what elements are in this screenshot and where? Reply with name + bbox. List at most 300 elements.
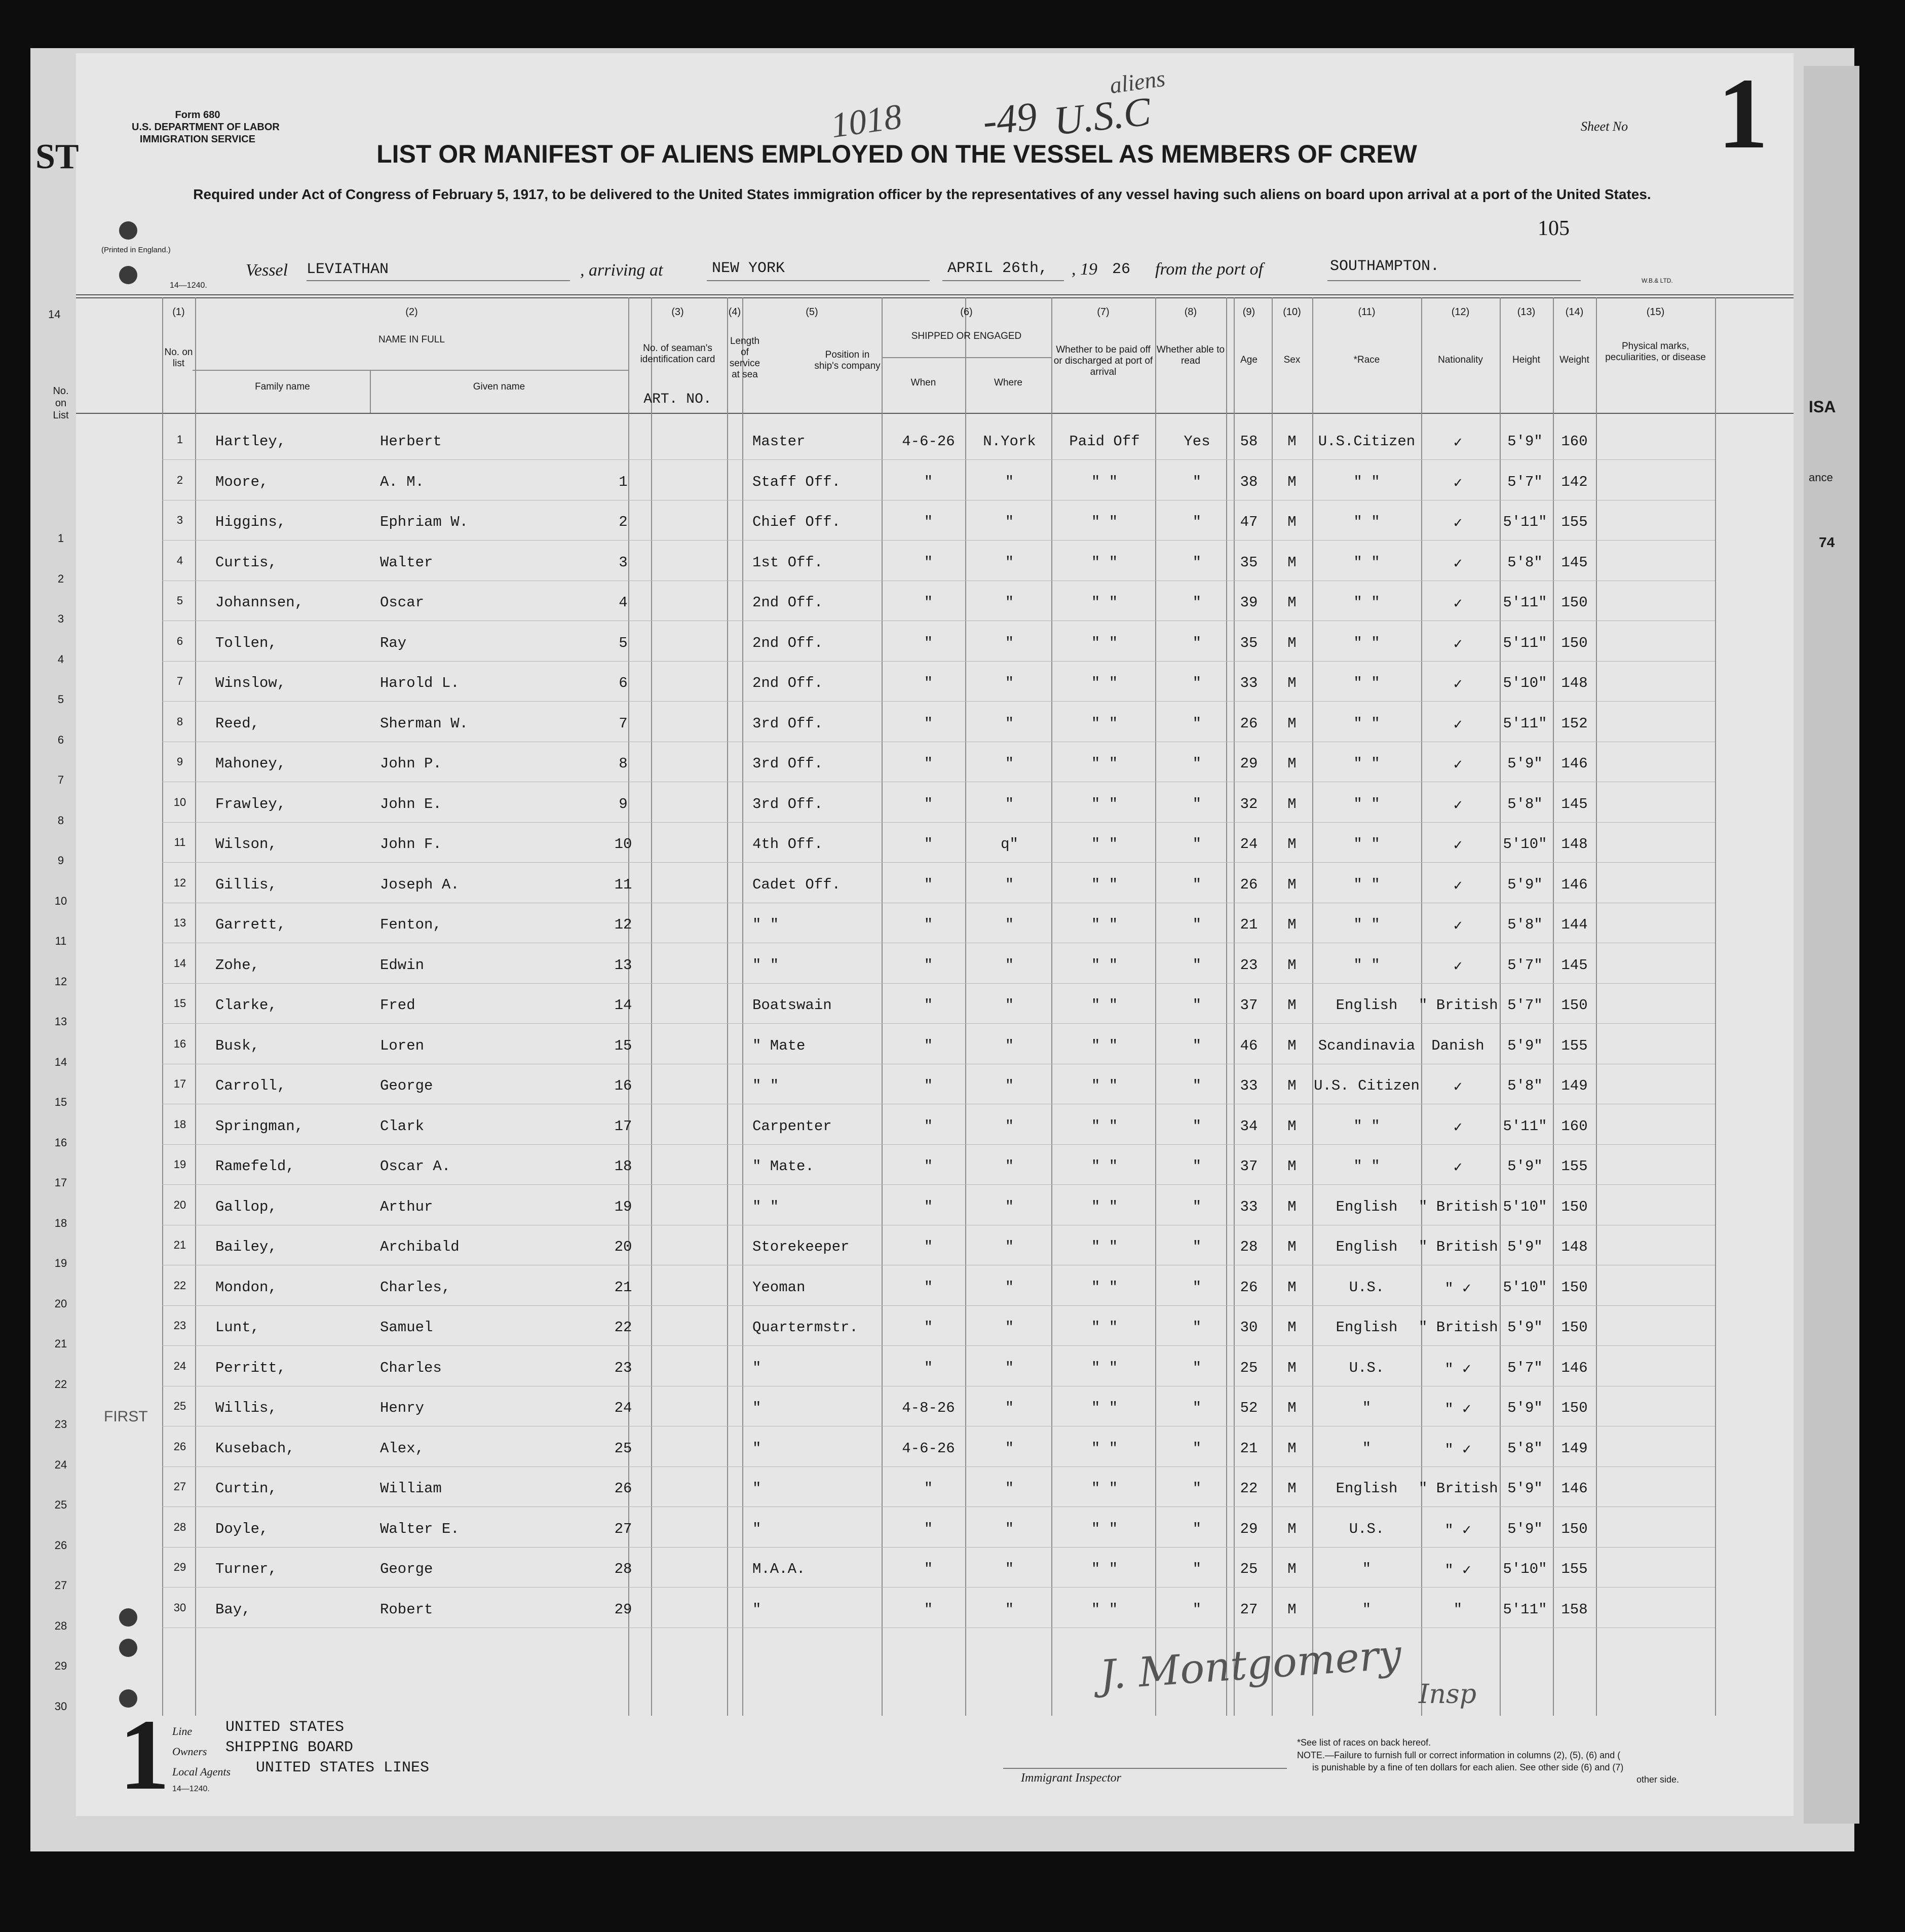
row-art: 17 xyxy=(614,1117,632,1135)
row-weight: 150 xyxy=(1561,1319,1588,1336)
note-fine-3: other side. xyxy=(1636,1774,1680,1785)
row-weight: 152 xyxy=(1561,715,1588,732)
column-header: SHIPPED OR ENGAGED xyxy=(911,331,1022,341)
row-read: " xyxy=(1192,634,1202,651)
row-family: Carroll, xyxy=(215,1077,286,1094)
row-height: 5'10" xyxy=(1503,1198,1547,1215)
row-race: English xyxy=(1336,1319,1398,1336)
row-weight: 150 xyxy=(1561,997,1588,1014)
row-where: " xyxy=(1005,1117,1014,1135)
owners-value: SHIPPING BOARD xyxy=(225,1739,354,1756)
row-paid: " " xyxy=(1091,1400,1118,1416)
row-where: " xyxy=(1005,1400,1014,1416)
row-sex: M xyxy=(1287,1239,1297,1255)
row-race: " " xyxy=(1353,956,1380,974)
column-header: (3) xyxy=(671,306,684,318)
row-sex: M xyxy=(1287,836,1297,853)
row-sex: M xyxy=(1287,1077,1297,1094)
row-sex: M xyxy=(1287,876,1297,893)
row-where: " xyxy=(1005,1601,1014,1618)
row-family: Willis, xyxy=(215,1400,277,1416)
row-read: " xyxy=(1192,1198,1202,1215)
row-no: 17 xyxy=(173,1077,186,1090)
handwritten-usc-count: -49 xyxy=(980,94,1039,144)
manifest-subtitle: Required under Act of Congress of February 5, 1917, to be delivered to the United States immigration officer by the representatives of any vessel having such aliens on board upon arrival at a port of the United States. xyxy=(193,186,1651,202)
row-sex: M xyxy=(1287,1198,1297,1215)
row-sex: M xyxy=(1287,514,1297,530)
column-rule xyxy=(162,297,163,1716)
row-sex: M xyxy=(1287,1117,1297,1135)
row-family: Johannsen, xyxy=(215,594,304,611)
row-height: 5'11" xyxy=(1503,514,1547,530)
row-where: " xyxy=(1005,715,1014,732)
row-weight: 160 xyxy=(1561,433,1588,450)
form-code: 14—1240. xyxy=(170,281,207,290)
row-weight: 155 xyxy=(1561,1158,1588,1175)
footer-code: 14—1240. xyxy=(172,1785,210,1793)
column-header: (9) xyxy=(1242,306,1255,318)
row-race: " " xyxy=(1353,715,1380,732)
row-race: U.S. xyxy=(1349,1359,1385,1376)
row-weight: 150 xyxy=(1561,634,1588,651)
row-race: " " xyxy=(1353,755,1380,772)
row-no: 26 xyxy=(173,1440,186,1453)
row-weight: 145 xyxy=(1561,795,1588,813)
name-subheader-rule xyxy=(193,370,628,371)
row-age: 25 xyxy=(1240,1561,1258,1577)
row-no: 28 xyxy=(173,1520,186,1533)
row-given: Charles, xyxy=(380,1279,451,1296)
row-position: " Mate xyxy=(752,1037,806,1054)
row-family: Zohe, xyxy=(215,956,260,974)
row-paid: " " xyxy=(1091,1158,1118,1175)
row-art: 8 xyxy=(619,755,628,772)
row-family: Mondon, xyxy=(215,1279,277,1296)
row-nat: " ✓ xyxy=(1444,1562,1471,1579)
row-sex: M xyxy=(1287,1279,1297,1296)
row-height: 5'10" xyxy=(1503,1279,1547,1296)
row-no: 30 xyxy=(173,1601,186,1614)
row-age: 58 xyxy=(1240,433,1258,450)
row-family: Higgins, xyxy=(215,514,286,530)
column-header: Length of service at sea xyxy=(729,336,760,380)
row-when: " xyxy=(924,554,933,571)
row-height: 5'9" xyxy=(1507,433,1543,450)
row-paid: " " xyxy=(1091,1239,1118,1255)
row-race: " xyxy=(1362,1440,1371,1457)
row-paid: " " xyxy=(1091,1037,1118,1054)
row-nat: ✓ xyxy=(1453,1079,1463,1096)
row-paid: " " xyxy=(1091,1561,1118,1577)
row-when: " xyxy=(924,675,933,691)
row-race: " " xyxy=(1353,916,1380,933)
agents-value: UNITED STATES LINES xyxy=(256,1759,430,1776)
row-read: " xyxy=(1192,1561,1202,1577)
row-nat: " ✓ xyxy=(1444,1361,1471,1378)
row-nat: " British xyxy=(1419,1239,1498,1255)
row-when: " xyxy=(924,1279,933,1296)
row-given: William xyxy=(380,1480,442,1497)
handwritten-aliens: aliens xyxy=(1108,65,1167,99)
row-race: Scandinavia xyxy=(1318,1037,1416,1054)
column-header: (8) xyxy=(1184,306,1197,318)
agents-label: Local Agents xyxy=(172,1765,231,1778)
row-weight: 149 xyxy=(1561,1077,1588,1094)
row-given: Loren xyxy=(380,1037,425,1054)
row-position: " xyxy=(752,1400,761,1416)
row-height: 5'11" xyxy=(1503,594,1547,611)
row-no: 21 xyxy=(173,1239,186,1251)
row-age: 46 xyxy=(1240,1037,1258,1054)
row-race: " " xyxy=(1353,1117,1380,1135)
row-art: 16 xyxy=(614,1077,632,1094)
row-age: 21 xyxy=(1240,916,1258,933)
form-service: IMMIGRATION SERVICE xyxy=(139,134,256,145)
from-port-label: from the port of xyxy=(1155,260,1264,279)
row-paid: " " xyxy=(1091,836,1118,853)
row-where: " xyxy=(1005,675,1014,691)
row-art: 25 xyxy=(614,1440,632,1457)
punch-hole xyxy=(119,1608,137,1627)
row-given: A. M. xyxy=(380,473,425,490)
arrival-date: APRIL 26th, xyxy=(947,260,1048,277)
row-sex: M xyxy=(1287,1561,1297,1577)
prev-sheet-row-number: 1 xyxy=(57,532,64,545)
row-no: 19 xyxy=(173,1158,186,1171)
row-read: " xyxy=(1192,1077,1202,1094)
row-nat: ✓ xyxy=(1453,515,1463,532)
row-family: Turner, xyxy=(215,1561,277,1577)
year-prefix: , 19 xyxy=(1072,260,1097,279)
row-family: Gallop, xyxy=(215,1198,277,1215)
row-when: 4-6-26 xyxy=(902,433,955,450)
from-port: SOUTHAMPTON. xyxy=(1330,258,1440,275)
row-art: 10 xyxy=(614,836,632,853)
row-where: " xyxy=(1005,1520,1014,1537)
row-rule xyxy=(162,1305,1715,1306)
row-weight: 150 xyxy=(1561,1198,1588,1215)
row-no: 7 xyxy=(176,675,183,687)
row-read: " xyxy=(1192,1520,1202,1537)
row-paid: " " xyxy=(1091,1480,1118,1497)
row-given: Archibald xyxy=(380,1239,460,1255)
row-given: George xyxy=(380,1077,433,1094)
row-race: English xyxy=(1336,997,1398,1014)
prev-sheet-row-number: 19 xyxy=(54,1257,67,1269)
row-family: Curtis, xyxy=(215,554,277,571)
row-where: " xyxy=(1005,956,1014,974)
row-position: " " xyxy=(752,1198,779,1215)
row-where: " xyxy=(1005,1037,1014,1054)
row-sex: M xyxy=(1287,795,1297,813)
row-read: " xyxy=(1192,795,1202,813)
punch-hole xyxy=(119,221,137,240)
row-art: 28 xyxy=(614,1561,632,1577)
row-sex: M xyxy=(1287,997,1297,1014)
row-art: 21 xyxy=(614,1279,632,1296)
row-where: " xyxy=(1005,514,1014,530)
inspector-signature: J. Montgomery xyxy=(1098,1631,1403,1699)
shipped-subheader-rule xyxy=(882,357,1051,358)
row-race: " " xyxy=(1353,876,1380,893)
column-rule xyxy=(1715,297,1716,1716)
row-where: " xyxy=(1005,916,1014,933)
row-given: Fenton, xyxy=(380,916,442,933)
row-height: 5'9" xyxy=(1507,1520,1543,1537)
row-given: Charles xyxy=(380,1359,442,1376)
column-header: Whether able to read xyxy=(1156,344,1225,366)
prev-sheet-row-number: 15 xyxy=(54,1096,67,1108)
row-given: Walter xyxy=(380,554,433,571)
row-no: 14 xyxy=(173,956,186,970)
row-height: 5'9" xyxy=(1507,1400,1543,1416)
row-weight: 155 xyxy=(1561,514,1588,530)
row-art: 11 xyxy=(614,876,632,893)
right-sheet-word: ance xyxy=(1809,471,1833,484)
row-rule xyxy=(162,983,1715,984)
owners-label: Owners xyxy=(172,1745,207,1758)
right-sheet-number: 74 xyxy=(1819,534,1835,550)
row-read: " xyxy=(1192,836,1202,853)
row-where: " xyxy=(1005,1158,1014,1175)
row-read: " xyxy=(1192,1037,1202,1054)
row-age: 52 xyxy=(1240,1400,1258,1416)
row-no: 20 xyxy=(173,1198,186,1211)
column-header: Family name xyxy=(255,381,310,392)
row-nat: " British xyxy=(1419,1480,1498,1497)
row-rule xyxy=(162,661,1715,662)
prev-sheet-row-number: 28 xyxy=(54,1619,67,1632)
line-value: UNITED STATES xyxy=(225,1719,345,1736)
row-rule xyxy=(162,1466,1715,1467)
row-weight: 146 xyxy=(1561,876,1588,893)
row-where: " xyxy=(1005,1279,1014,1296)
row-position: " xyxy=(752,1520,761,1537)
row-no: 3 xyxy=(176,514,183,526)
row-position: 3rd Off. xyxy=(752,715,823,732)
row-rule xyxy=(162,1184,1715,1185)
row-height: 5'8" xyxy=(1507,1077,1543,1094)
column-rule xyxy=(727,297,728,1716)
row-no: 6 xyxy=(176,634,183,647)
row-read: " xyxy=(1192,1601,1202,1618)
row-height: 5'9" xyxy=(1507,755,1543,772)
row-weight: 146 xyxy=(1561,1359,1588,1376)
row-paid: " " xyxy=(1091,715,1118,732)
row-read: " xyxy=(1192,1319,1202,1336)
row-paid: " " xyxy=(1091,634,1118,651)
row-weight: 155 xyxy=(1561,1561,1588,1577)
column-header: No. on list xyxy=(164,347,193,369)
row-nat: ✓ xyxy=(1453,757,1463,774)
vessel-name: LEVIATHAN xyxy=(307,261,389,278)
row-race: " " xyxy=(1353,634,1380,651)
row-weight: 150 xyxy=(1561,594,1588,611)
column-header: (2) xyxy=(405,306,418,318)
row-paid: " " xyxy=(1091,594,1118,611)
row-rule xyxy=(162,701,1715,702)
row-given: Alex, xyxy=(380,1440,425,1457)
row-position: 3rd Off. xyxy=(752,755,823,772)
row-position: 2nd Off. xyxy=(752,634,823,651)
row-nat: ✓ xyxy=(1453,435,1463,451)
row-when: " xyxy=(924,1480,933,1497)
row-where: " xyxy=(1005,473,1014,490)
row-nat: ✓ xyxy=(1453,475,1463,492)
row-paid: " " xyxy=(1091,916,1118,933)
row-sex: M xyxy=(1287,473,1297,490)
row-read: " xyxy=(1192,473,1202,490)
row-family: Gillis, xyxy=(215,876,277,893)
row-when: " xyxy=(924,715,933,732)
row-position: 4th Off. xyxy=(752,836,823,853)
row-read: " xyxy=(1192,1117,1202,1135)
column-header: When xyxy=(910,377,936,388)
row-age: 33 xyxy=(1240,1198,1258,1215)
row-age: 35 xyxy=(1240,634,1258,651)
prev-sheet-row-number: 24 xyxy=(54,1458,67,1471)
row-when: 4-6-26 xyxy=(902,1440,955,1457)
row-art: 2 xyxy=(619,514,628,530)
row-height: 5'10" xyxy=(1503,836,1547,853)
row-rule xyxy=(162,1144,1715,1145)
row-read: " xyxy=(1192,715,1202,732)
punch-hole xyxy=(119,1639,137,1657)
row-position: " " xyxy=(752,916,779,933)
row-read: " xyxy=(1192,876,1202,893)
row-position: 3rd Off. xyxy=(752,795,823,813)
row-paid: " " xyxy=(1091,514,1118,530)
row-nat: ✓ xyxy=(1453,958,1463,975)
row-weight: 145 xyxy=(1561,956,1588,974)
row-given: George xyxy=(380,1561,433,1577)
row-sex: M xyxy=(1287,1440,1297,1457)
note-races: *See list of races on back hereof. xyxy=(1297,1737,1431,1748)
prev-sheet-row-number: 2 xyxy=(57,572,64,585)
column-header: (14) xyxy=(1565,306,1584,318)
form-number: Form 680 xyxy=(175,109,220,121)
row-race: " " xyxy=(1353,594,1380,611)
prev-sheet-row-number: 30 xyxy=(54,1699,67,1713)
row-family: Clarke, xyxy=(215,997,277,1014)
prev-sheet-row-number: 13 xyxy=(54,1015,67,1028)
underlying-sheet-right xyxy=(1804,66,1859,1824)
row-position: Chief Off. xyxy=(752,514,841,530)
handwritten-count: 1018 xyxy=(828,97,904,146)
row-given: Arthur xyxy=(380,1198,433,1215)
row-when: " xyxy=(924,1359,933,1376)
row-age: 33 xyxy=(1240,675,1258,691)
row-weight: 148 xyxy=(1561,675,1588,691)
row-nat: " ✓ xyxy=(1444,1522,1471,1539)
line-label: Line xyxy=(172,1725,193,1737)
row-age: 37 xyxy=(1240,1158,1258,1175)
row-nat: " xyxy=(1453,1601,1463,1618)
row-read: " xyxy=(1192,1400,1202,1416)
row-family: Kusebach, xyxy=(215,1440,295,1457)
column-header: Nationality xyxy=(1438,355,1483,365)
prev-sheet-row-number: 25 xyxy=(54,1498,67,1511)
row-art: 20 xyxy=(614,1239,632,1255)
row-when: " xyxy=(924,1561,933,1577)
row-height: 5'7" xyxy=(1507,997,1543,1014)
row-position: Master xyxy=(752,433,806,450)
row-given: Ray xyxy=(380,634,407,651)
row-when: " xyxy=(924,836,933,853)
row-no: 10 xyxy=(173,795,186,808)
margin-first-label: FIRST xyxy=(104,1408,148,1425)
row-no: 12 xyxy=(173,876,186,889)
row-given: Herbert xyxy=(380,433,442,450)
row-nat: ✓ xyxy=(1453,918,1463,935)
row-family: Mahoney, xyxy=(215,755,286,772)
row-age: 29 xyxy=(1240,1520,1258,1537)
row-position: " xyxy=(752,1601,761,1618)
row-family: Curtin, xyxy=(215,1480,277,1497)
row-paid: " " xyxy=(1091,1077,1118,1094)
prev-sheet-row-number: 20 xyxy=(54,1297,67,1310)
row-paid: " " xyxy=(1091,876,1118,893)
row-weight: 146 xyxy=(1561,1480,1588,1497)
row-no: 27 xyxy=(173,1480,186,1493)
column-header: (6) xyxy=(960,306,973,318)
row-when: " xyxy=(924,1077,933,1094)
row-sex: M xyxy=(1287,755,1297,772)
row-given: Clark xyxy=(380,1117,425,1135)
row-race: English xyxy=(1336,1198,1398,1215)
printer-mark: W.B.& LTD. xyxy=(1642,277,1673,284)
row-height: 5'7" xyxy=(1507,473,1543,490)
row-family: Doyle, xyxy=(215,1520,269,1537)
column-header: Where xyxy=(994,377,1022,388)
row-when: " xyxy=(924,876,933,893)
row-paid: " " xyxy=(1091,1601,1118,1618)
row-race: English xyxy=(1336,1480,1398,1497)
row-read: " xyxy=(1192,956,1202,974)
row-when: " xyxy=(924,1239,933,1255)
column-header: (10) xyxy=(1283,306,1301,318)
row-read: " xyxy=(1192,554,1202,571)
row-height: 5'11" xyxy=(1503,715,1547,732)
row-sex: M xyxy=(1287,433,1297,450)
column-header: Physical marks, peculiarities, or disease xyxy=(1605,341,1706,363)
prev-sheet-row-number: 27 xyxy=(54,1579,67,1592)
row-paid: " " xyxy=(1091,1359,1118,1376)
prev-sheet-row-number: 21 xyxy=(54,1337,67,1350)
row-where: " xyxy=(1005,1561,1014,1577)
row-sex: M xyxy=(1287,956,1297,974)
prev-sheet-row-number: 11 xyxy=(55,935,67,947)
row-height: 5'10" xyxy=(1503,1561,1547,1577)
row-when: " xyxy=(924,755,933,772)
prev-sheet-row-number: 29 xyxy=(54,1659,67,1672)
row-race: U.S.Citizen xyxy=(1318,433,1416,450)
row-given: Walter E. xyxy=(380,1520,460,1537)
handwritten-usc: U.S.C xyxy=(1051,89,1153,144)
row-paid: " " xyxy=(1091,1117,1118,1135)
row-read: " xyxy=(1192,1239,1202,1255)
row-position: " xyxy=(752,1440,761,1457)
column-header: NAME IN FULL xyxy=(378,334,445,345)
row-given: Oscar A. xyxy=(380,1158,451,1175)
row-family: Perritt, xyxy=(215,1359,286,1376)
row-when: " xyxy=(924,1319,933,1336)
row-position: Storekeeper xyxy=(752,1239,850,1255)
row-when: " xyxy=(924,1198,933,1215)
row-paid: " " xyxy=(1091,1440,1118,1457)
row-family: Lunt, xyxy=(215,1319,260,1336)
row-when: " xyxy=(924,916,933,933)
